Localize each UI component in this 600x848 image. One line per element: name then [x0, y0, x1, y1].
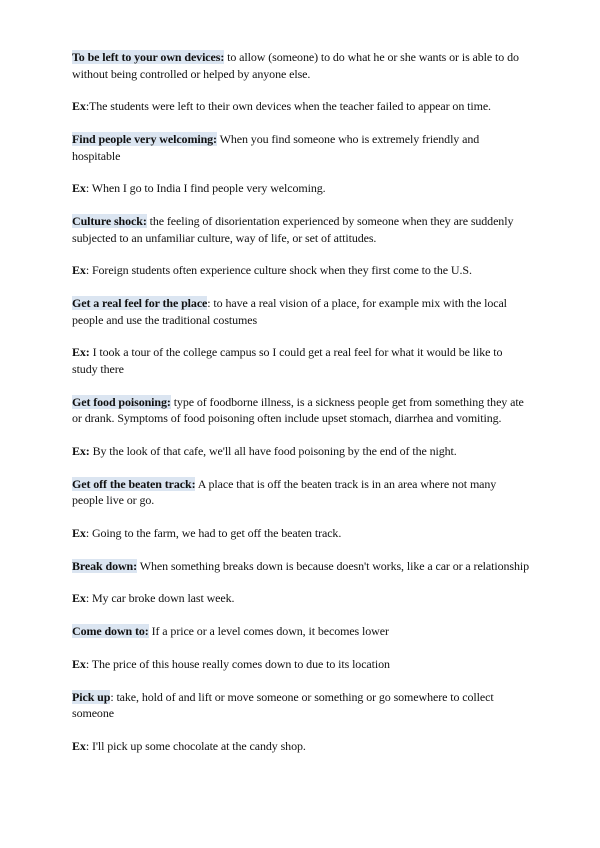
term-heading: Find people very welcoming: [72, 132, 217, 146]
example-label: Ex [72, 181, 86, 195]
term-heading: To be left to your own devices: [72, 50, 225, 64]
term-heading: Culture shock: [72, 214, 147, 228]
example-text: : I'll pick up some chocolate at the candy shop. [85, 738, 306, 753]
definition-text: A place that is off the beaten track is in an area where not many people live or go. [72, 476, 497, 507]
example-label: Ex [72, 263, 86, 277]
definition-paragraph [72, 558, 530, 575]
example-paragraph [72, 443, 530, 460]
definition-paragraph [72, 394, 530, 427]
example-label: Ex [72, 656, 86, 671]
definition-text: When you find someone who is extremely friendly and hospitable [72, 132, 480, 163]
vocabulary-list [72, 49, 530, 771]
term-heading: Break down: [72, 558, 138, 573]
example-label: Ex: [72, 345, 90, 359]
term-heading: Pick up [72, 689, 111, 704]
example-paragraph [72, 344, 530, 377]
term-heading: Get food poisoning: [72, 394, 171, 409]
example-label: Ex [72, 525, 86, 540]
definition-text: : to have a real vision of a place, for example mix with the local people and use the traditional costumes [72, 296, 507, 327]
definition-paragraph [72, 295, 530, 328]
definition-text: If a price or a level comes down, it becomes lower [148, 624, 389, 638]
definition-paragraph [72, 623, 530, 640]
example-text: : Going to the farm, we had to get off the beaten track. [85, 525, 342, 540]
example-paragraph [72, 590, 530, 607]
example-text: : When I go to India I find people very welcoming. [85, 181, 326, 195]
definition-paragraph [72, 689, 530, 722]
definition-text: type of foodborne illness, is a sickness people get from something they ate or drank. Symptoms of food poisoning often include upset stomach, diarrhea and vomiting. [72, 394, 524, 425]
definition-paragraph [72, 476, 530, 509]
example-text: :The students were left to their own devices when the teacher failed to appear on time. [85, 99, 491, 113]
example-paragraph [72, 262, 530, 279]
example-paragraph [72, 656, 530, 673]
example-text: By the look of that cafe, we'll all have food poisoning by the end of the night. [89, 443, 457, 458]
example-label: Ex [72, 591, 86, 605]
example-label: Ex: [72, 443, 90, 458]
definition-paragraph [72, 49, 530, 82]
definition-text: to allow (someone) to do what he or she wants or is able to do without being controlled or helped by anyone else. [72, 50, 519, 81]
term-heading: Get a real feel for the place [72, 296, 208, 310]
example-label: Ex [72, 99, 86, 113]
example-label: Ex [72, 738, 86, 753]
definition-text: the feeling of disorientation experienced by someone when they are suddenly subjected to an unfamiliar culture, way of life, or set of attitudes. [72, 214, 514, 245]
example-text: : The price of this house really comes down to due to its location [85, 656, 390, 671]
term-heading: Get off the beaten track: [72, 476, 196, 491]
example-paragraph [72, 738, 530, 755]
definition-paragraph [72, 131, 530, 164]
example-text: : My car broke down last week. [85, 591, 235, 605]
example-paragraph [72, 98, 530, 115]
example-paragraph [72, 180, 530, 197]
example-text: : Foreign students often experience culture shock when they first come to the U.S. [85, 263, 472, 277]
term-heading: Come down to: [72, 624, 149, 638]
definition-text: : take, hold of and lift or move someone or something or go somewhere to collect someone [72, 689, 494, 720]
example-text: I took a tour of the college campus so I could get a real feel for what it would be like to study there [72, 345, 503, 376]
definition-paragraph [72, 213, 530, 246]
example-paragraph [72, 525, 530, 542]
definition-text: When something breaks down is because doesn't works, like a car or a relationship [137, 558, 529, 573]
